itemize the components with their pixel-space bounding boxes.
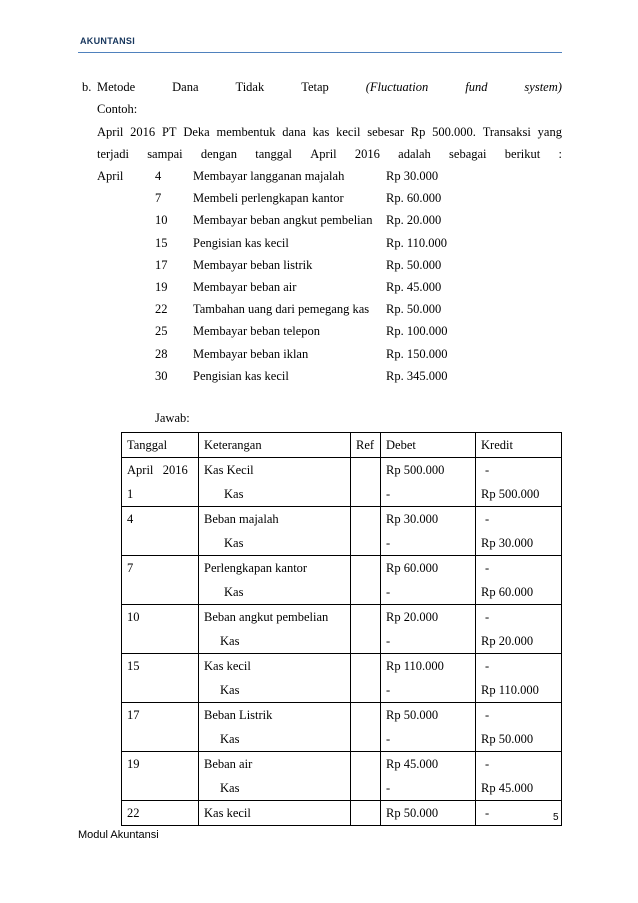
credit-account: Kas bbox=[220, 781, 240, 795]
cell-date bbox=[122, 458, 199, 507]
cell-keterangan bbox=[199, 507, 351, 556]
kredit-value: Rp 20.000 bbox=[481, 634, 534, 648]
para-word: : bbox=[558, 147, 562, 161]
transaction-desc: Membayar beban iklan bbox=[193, 347, 309, 361]
header-kredit: Kredit bbox=[476, 433, 562, 458]
cell-keterangan bbox=[199, 801, 351, 826]
transaction-desc: Pengisian kas kecil bbox=[193, 236, 289, 250]
date-line: 7 bbox=[127, 561, 134, 575]
transaction-month: April bbox=[97, 169, 124, 183]
kredit-value: - bbox=[485, 512, 490, 526]
debit-account: Kas Kecil bbox=[204, 463, 254, 477]
cell-debet bbox=[381, 507, 476, 556]
para-word: membentuk bbox=[216, 125, 276, 139]
debet-value: - bbox=[386, 683, 391, 697]
header-divider bbox=[78, 52, 562, 53]
date-line bbox=[127, 727, 193, 751]
date-line: 4 bbox=[127, 512, 134, 526]
debet-value: Rp 20.000 bbox=[386, 610, 439, 624]
credit-account: Kas bbox=[224, 487, 244, 501]
cell-kredit bbox=[476, 654, 562, 703]
kredit-value: - bbox=[485, 757, 490, 771]
para-word: Deka bbox=[183, 125, 210, 139]
header-ref: Ref bbox=[351, 433, 381, 458]
debet-value: - bbox=[386, 634, 391, 648]
transaction-day: 19 bbox=[155, 280, 168, 294]
cell-date bbox=[122, 507, 199, 556]
kredit-value: Rp 60.000 bbox=[481, 585, 534, 599]
kredit-value: - bbox=[485, 561, 490, 575]
date-line: 15 bbox=[127, 659, 140, 673]
kredit-value: Rp 30.000 bbox=[481, 536, 534, 550]
debit-account: Beban angkut pembelian bbox=[204, 610, 329, 624]
transaction-desc: Membeli perlengkapan kantor bbox=[193, 191, 344, 205]
kredit-value: - bbox=[485, 610, 490, 624]
cell-ref bbox=[351, 752, 381, 801]
cell-kredit bbox=[476, 507, 562, 556]
table-row bbox=[122, 654, 562, 703]
cell-keterangan bbox=[199, 556, 351, 605]
date-line: 22 bbox=[127, 806, 140, 820]
transaction-day: 25 bbox=[155, 324, 168, 338]
transaction-day: 30 bbox=[155, 369, 168, 383]
transaction-day: 10 bbox=[155, 213, 168, 227]
debet-value: Rp 500.000 bbox=[386, 463, 445, 477]
cell-keterangan bbox=[199, 605, 351, 654]
para-word: April bbox=[310, 147, 337, 161]
heading-word: Tetap bbox=[301, 80, 329, 94]
kredit-value: - bbox=[485, 806, 490, 820]
transaction-amount: Rp. 110.000 bbox=[386, 236, 447, 250]
cell-debet bbox=[381, 703, 476, 752]
kredit-value: - bbox=[485, 708, 490, 722]
para-word: Transaksi bbox=[482, 125, 531, 139]
cell-ref bbox=[351, 605, 381, 654]
para-word: dengan bbox=[200, 147, 237, 161]
debit-account: Beban majalah bbox=[204, 512, 279, 526]
debit-account: Beban air bbox=[204, 757, 253, 771]
debet-value: Rp 110.000 bbox=[386, 659, 444, 673]
transaction-day: 15 bbox=[155, 236, 168, 250]
debit-account: Kas kecil bbox=[204, 806, 251, 820]
transaction-desc: Membayar beban listrik bbox=[193, 258, 313, 272]
cell-kredit bbox=[476, 458, 562, 507]
running-header: AKUNTANSI bbox=[80, 36, 136, 46]
debet-value: Rp 50.000 bbox=[386, 806, 439, 820]
transaction-amount: Rp 30.000 bbox=[386, 169, 439, 183]
cell-kredit bbox=[476, 752, 562, 801]
date-line: 17 bbox=[127, 708, 140, 722]
para-word: kecil bbox=[336, 125, 361, 139]
debit-account: Kas kecil bbox=[204, 659, 251, 673]
date-line bbox=[127, 531, 193, 555]
debet-value: - bbox=[386, 732, 391, 746]
credit-account: Kas bbox=[224, 585, 244, 599]
cell-date bbox=[122, 654, 199, 703]
heading-word: (Fluctuation bbox=[365, 80, 429, 94]
cell-kredit bbox=[476, 703, 562, 752]
cell-keterangan bbox=[199, 654, 351, 703]
para-word: sampai bbox=[147, 147, 183, 161]
debet-value: Rp 60.000 bbox=[386, 561, 439, 575]
footer-module: Modul Akuntansi bbox=[78, 829, 159, 841]
transaction-amount: Rp. 100.000 bbox=[386, 324, 448, 338]
table-row bbox=[122, 801, 562, 826]
date-line bbox=[127, 580, 193, 604]
debet-value: Rp 45.000 bbox=[386, 757, 439, 771]
para-word: Rp bbox=[410, 125, 426, 139]
header-keterangan: Keterangan bbox=[199, 433, 351, 458]
cell-keterangan bbox=[199, 752, 351, 801]
transaction-desc: Tambahan uang dari pemegang kas bbox=[193, 302, 370, 316]
heading-word: system) bbox=[524, 80, 562, 94]
transaction-amount: Rp. 45.000 bbox=[386, 280, 442, 294]
heading-word: Dana bbox=[172, 80, 199, 94]
date-line: 19 bbox=[127, 757, 140, 771]
kredit-value: Rp 110.000 bbox=[481, 683, 539, 697]
cell-ref bbox=[351, 703, 381, 752]
heading-word: Tidak bbox=[235, 80, 265, 94]
cell-ref bbox=[351, 556, 381, 605]
para-word: April bbox=[97, 125, 124, 139]
transaction-amount: Rp. 345.000 bbox=[386, 369, 448, 383]
cell-ref bbox=[351, 801, 381, 826]
date-line bbox=[127, 678, 193, 702]
table-row bbox=[122, 703, 562, 752]
para-word: 2016 bbox=[130, 125, 156, 139]
para-word: adalah bbox=[398, 147, 431, 161]
date-line: April 2016 bbox=[127, 463, 188, 477]
para-word: kas bbox=[312, 125, 330, 139]
table-row bbox=[122, 556, 562, 605]
page-number: 5 bbox=[553, 812, 559, 823]
para-word: sebesar bbox=[367, 125, 404, 139]
kredit-value: Rp 500.000 bbox=[481, 487, 540, 501]
cell-kredit bbox=[476, 605, 562, 654]
journal-table bbox=[121, 432, 562, 826]
heading-word: fund bbox=[465, 80, 488, 94]
date-line: 1 bbox=[127, 487, 134, 501]
cell-ref bbox=[351, 654, 381, 703]
debet-value: - bbox=[386, 487, 391, 501]
cell-keterangan bbox=[199, 458, 351, 507]
para-word: PT bbox=[161, 125, 177, 139]
cell-debet bbox=[381, 605, 476, 654]
kredit-value: Rp 50.000 bbox=[481, 732, 534, 746]
cell-ref bbox=[351, 507, 381, 556]
transaction-amount: Rp. 150.000 bbox=[386, 347, 448, 361]
header-debet: Debet bbox=[381, 433, 476, 458]
kredit-value: - bbox=[485, 659, 490, 673]
transaction-day: 22 bbox=[155, 302, 168, 316]
transaction-desc: Pengisian kas kecil bbox=[193, 369, 289, 383]
heading-word: Metode bbox=[97, 80, 136, 94]
debet-value: Rp 30.000 bbox=[386, 512, 439, 526]
cell-date bbox=[122, 703, 199, 752]
kredit-value: - bbox=[485, 463, 490, 477]
cell-debet bbox=[381, 458, 476, 507]
para-word: berikut bbox=[504, 147, 541, 161]
para-word: sebagai bbox=[449, 147, 487, 161]
debit-account: Beban Listrik bbox=[204, 708, 273, 722]
debet-value: Rp 50.000 bbox=[386, 708, 439, 722]
paragraph-line-2 bbox=[97, 147, 562, 161]
journal-header-row bbox=[122, 433, 562, 458]
table-row bbox=[122, 458, 562, 507]
date-line bbox=[127, 776, 193, 800]
debet-value: - bbox=[386, 781, 391, 795]
transaction-day: 28 bbox=[155, 347, 168, 361]
transaction-desc: Membayar beban angkut pembelian bbox=[193, 213, 373, 227]
cell-debet bbox=[381, 752, 476, 801]
para-word: terjadi bbox=[97, 147, 129, 161]
kredit-value: Rp 45.000 bbox=[481, 781, 534, 795]
para-word: tanggal bbox=[255, 147, 293, 161]
jawab-label: Jawab: bbox=[155, 411, 190, 425]
header-tanggal: Tanggal bbox=[122, 433, 199, 458]
cell-debet bbox=[381, 654, 476, 703]
transaction-amount: Rp. 50.000 bbox=[386, 258, 442, 272]
transaction-desc: Membayar beban air bbox=[193, 280, 297, 294]
transaction-amount: Rp. 50.000 bbox=[386, 302, 442, 316]
transaction-desc: Membayar beban telepon bbox=[193, 324, 321, 338]
section-heading bbox=[97, 80, 562, 94]
table-row bbox=[122, 507, 562, 556]
para-word: 2016 bbox=[354, 147, 380, 161]
debet-value: - bbox=[386, 585, 391, 599]
transaction-day: 17 bbox=[155, 258, 168, 272]
cell-debet bbox=[381, 801, 476, 826]
transaction-day: 4 bbox=[155, 169, 162, 183]
contoh-label: Contoh: bbox=[97, 102, 138, 116]
credit-account: Kas bbox=[220, 634, 240, 648]
debet-value: - bbox=[386, 536, 391, 550]
date-line bbox=[127, 629, 193, 653]
table-row bbox=[122, 752, 562, 801]
cell-debet bbox=[381, 556, 476, 605]
transaction-amount: Rp. 20.000 bbox=[386, 213, 442, 227]
debit-account: Perlengkapan kantor bbox=[204, 561, 308, 575]
transaction-amount: Rp. 60.000 bbox=[386, 191, 442, 205]
para-word: 500.000. bbox=[432, 125, 476, 139]
section-marker: b. bbox=[82, 80, 92, 94]
cell-date bbox=[122, 752, 199, 801]
cell-date bbox=[122, 605, 199, 654]
credit-account: Kas bbox=[224, 536, 244, 550]
paragraph-line-1 bbox=[97, 125, 562, 139]
table-row bbox=[122, 605, 562, 654]
credit-account: Kas bbox=[220, 732, 240, 746]
para-word: yang bbox=[537, 125, 562, 139]
transaction-day: 7 bbox=[155, 191, 162, 205]
cell-keterangan bbox=[199, 703, 351, 752]
cell-kredit bbox=[476, 556, 562, 605]
transaction-desc: Membayar langganan majalah bbox=[193, 169, 345, 183]
date-line: 10 bbox=[127, 610, 140, 624]
cell-kredit bbox=[476, 801, 562, 826]
cell-date bbox=[122, 801, 199, 826]
cell-ref bbox=[351, 458, 381, 507]
credit-account: Kas bbox=[220, 683, 240, 697]
cell-date bbox=[122, 556, 199, 605]
para-word: dana bbox=[282, 125, 306, 139]
